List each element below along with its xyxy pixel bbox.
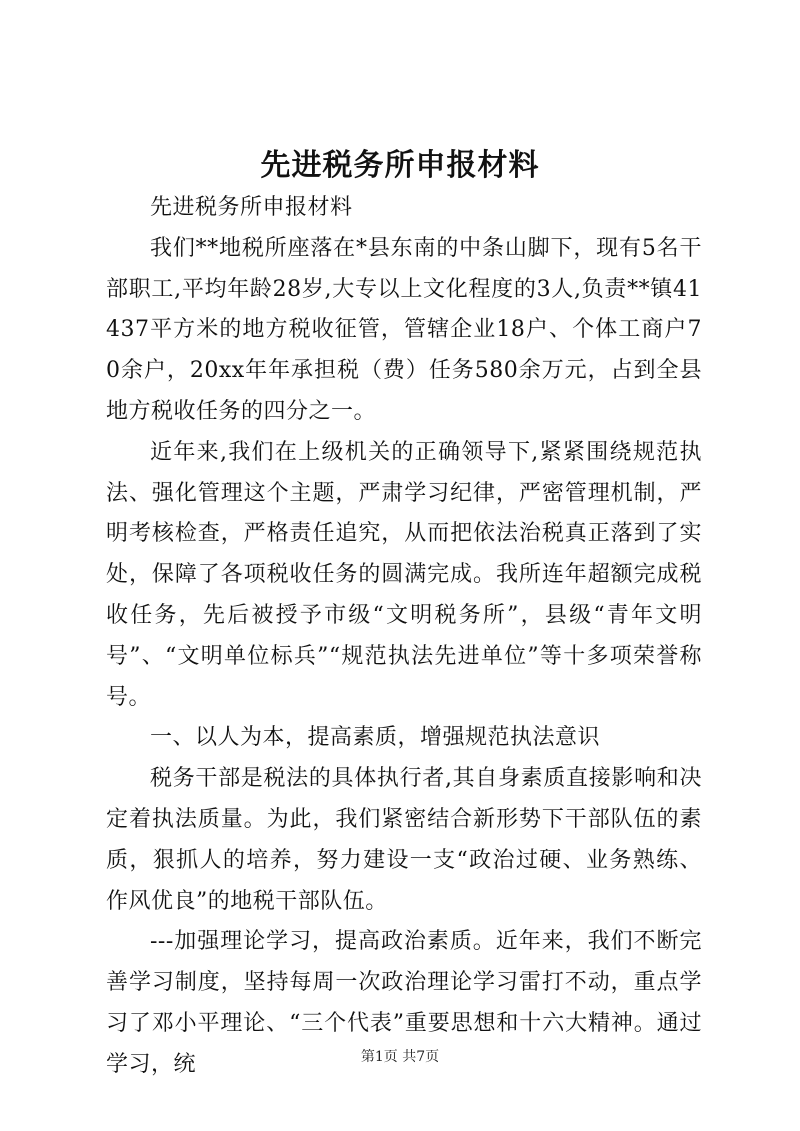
paragraph-theory-study: ---加强理论学习，提高政治素质。近年来，我们不断完善学习制度，坚持每周一次政治理论学习雷打不动，重点学习了邓小平理论、“三个代表”重要思想和十六大精神。通过学习，统: [106, 929, 702, 1077]
section-heading-1: 一、以人为本，提高素质，增强规范执法意识: [150, 725, 601, 751]
paragraph-subtitle: 先进税务所申报材料: [150, 195, 353, 220]
page-footer: 第1页 共7页: [360, 1049, 440, 1065]
document-body: [106, 188, 702, 1086]
paragraph-staff-quality: 税务干部是税法的具体执行者,其自身素质直接影响和决定着执法质量。为此，我们紧密结合新形势下干部队伍的素质，狠抓人的培养，努力建设一支“政治过硬、业务熟练、作风优良”的地税干部队伍。: [106, 766, 702, 914]
document-title: 先进税务所申报材料: [260, 148, 540, 183]
paragraph-introduction: 我们**地税所座落在*县东南的中条山脚下，现有5名干部职工,平均年龄28岁,大专以上文化程度的3人,负责**镇41437平方米的地方税收征管，管辖企业18户、个体工商户70余户，20xx年年承担税（费）任务580余万元，占到全县地方税收任务的四分之一。: [106, 235, 702, 424]
paragraph-achievements: 近年来,我们在上级机关的正确领导下,紧紧围绕规范执法、强化管理这个主题，严肃学习纪律，严密管理机制，严明考核检查，严格责任追究，从而把依法治税真正落到了实处，保障了各项税收任务的圆满完成。我所连年超额完成税收任务，先后被授予市级“文明税务所”，县级“青年文明号”、“文明单位标兵”“规范执法先进单位”等十多项荣誉称号。: [106, 439, 702, 710]
